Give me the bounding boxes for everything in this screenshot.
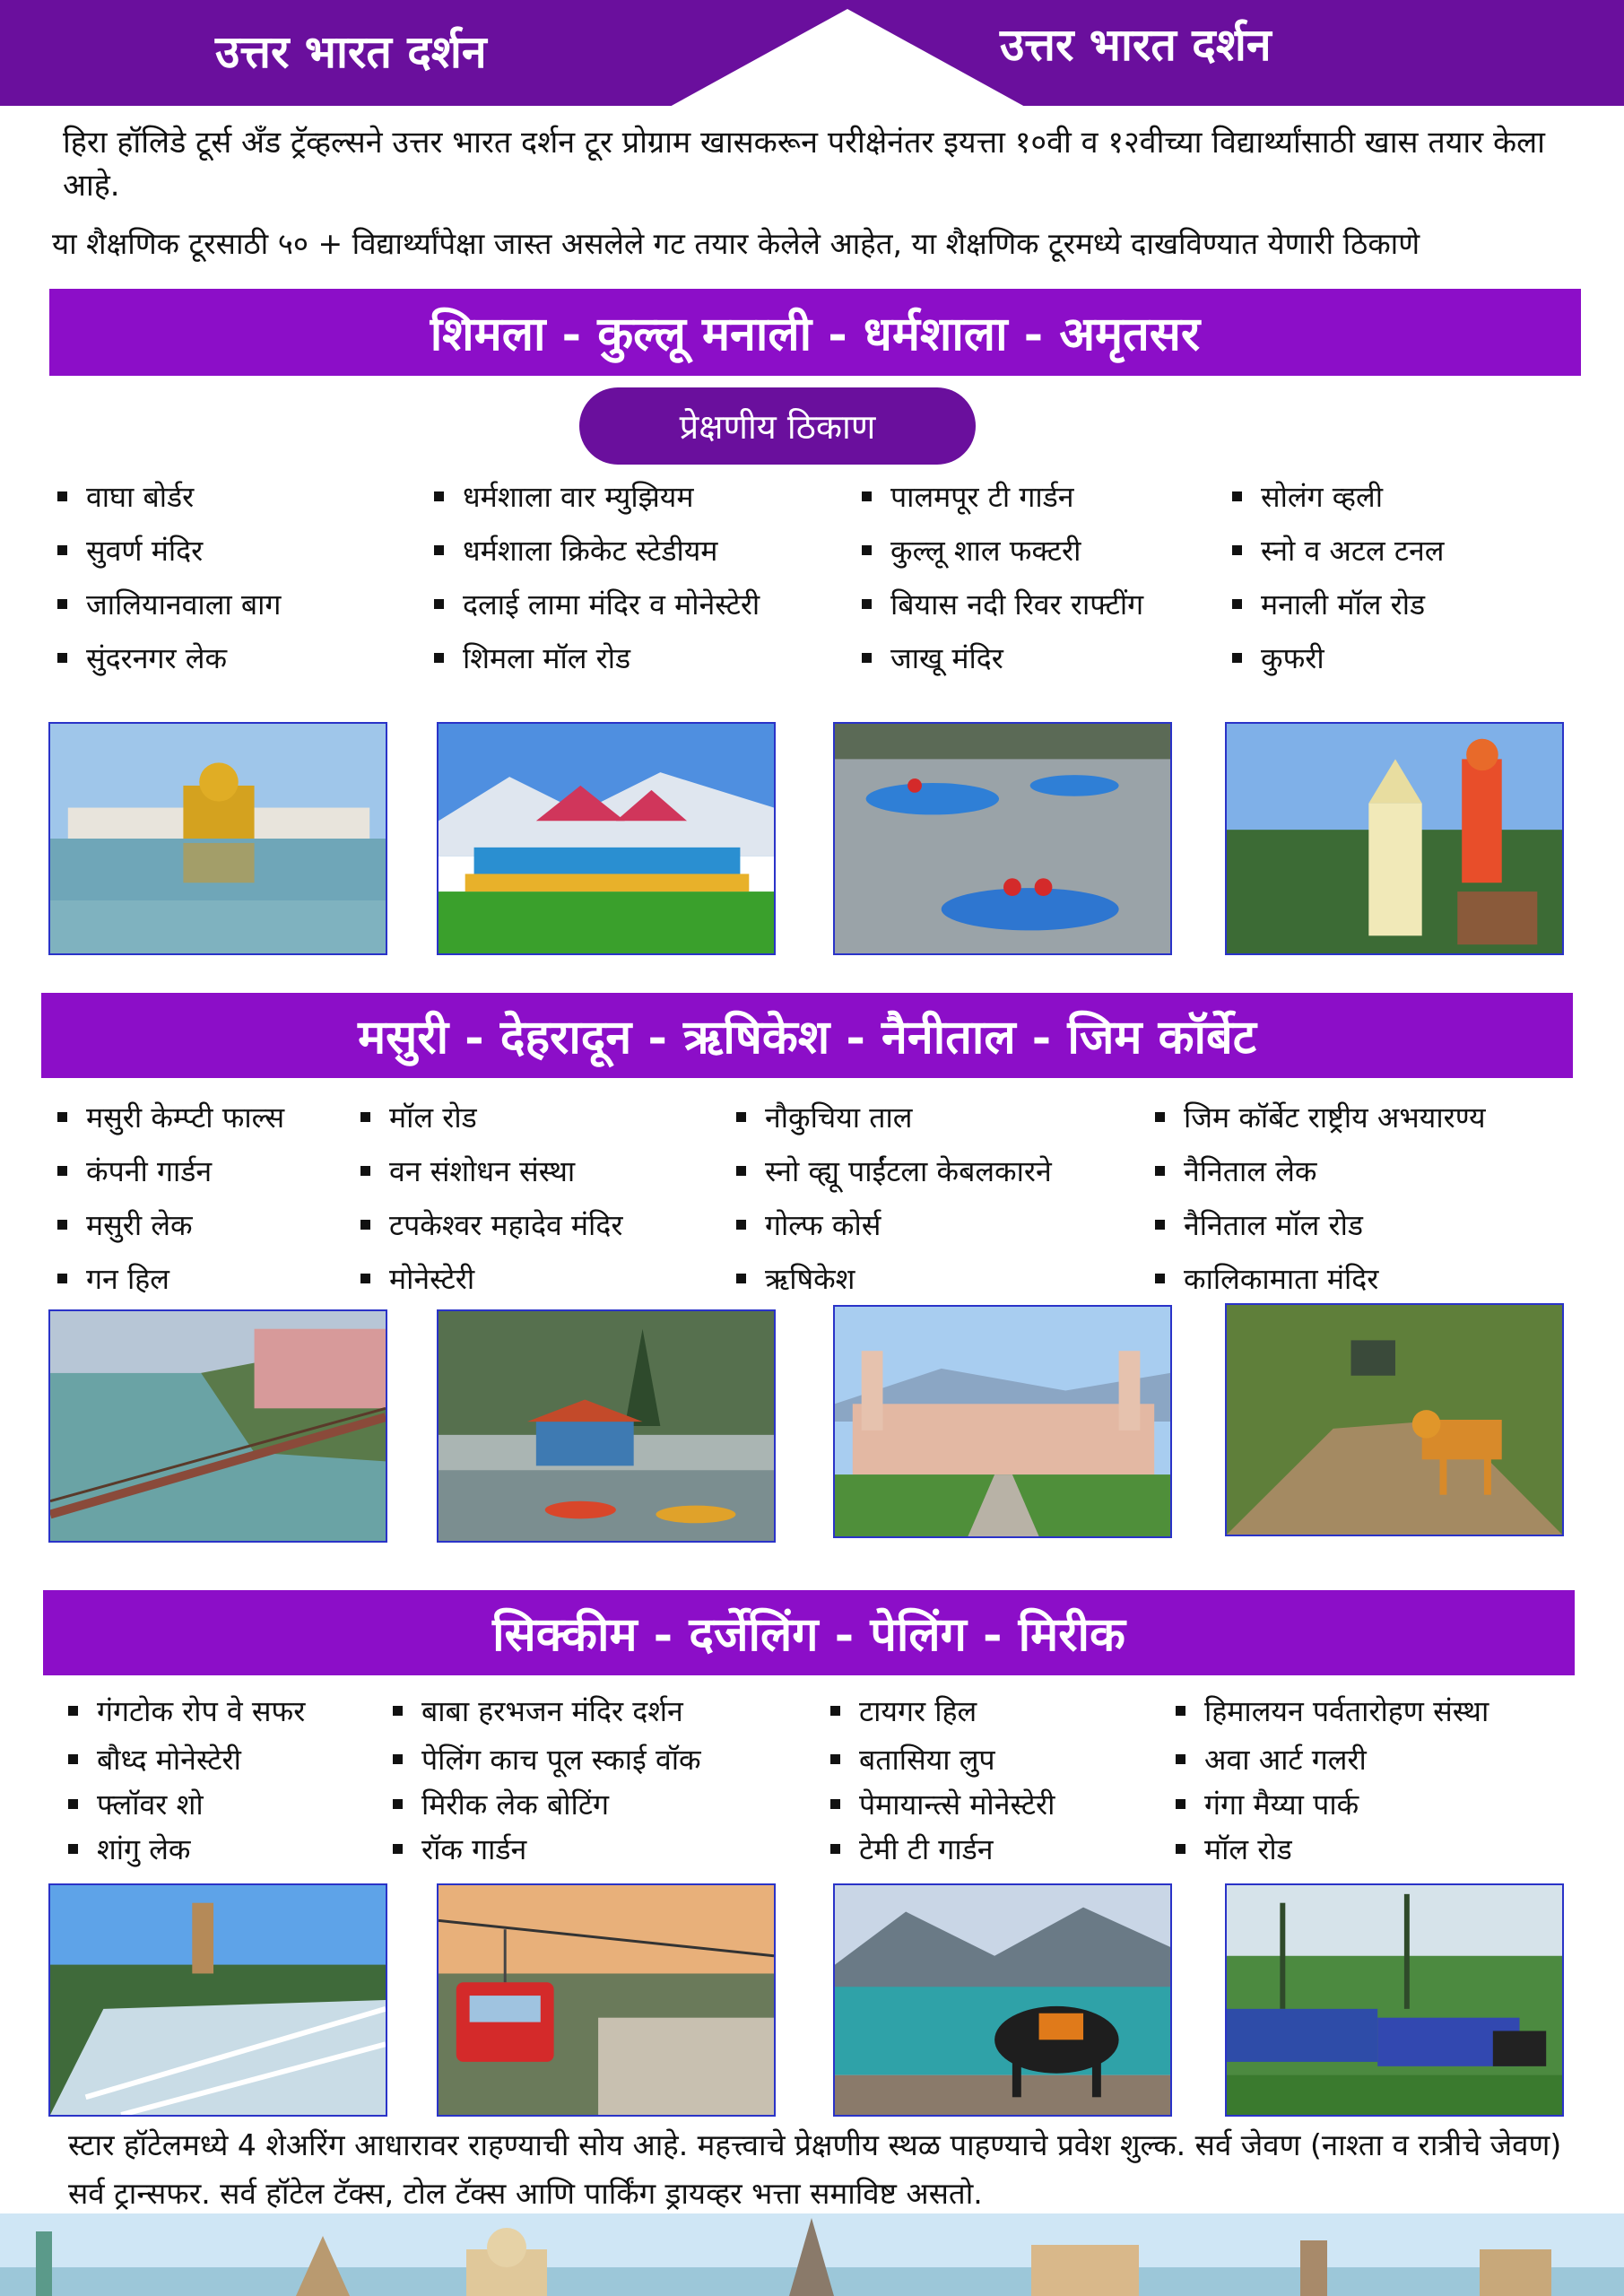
section1-col-2 [429,480,760,698]
section2-col-3 [731,1100,1052,1318]
shimla-church-photo [1225,722,1564,955]
list-item: टेमी टी गार्डन [825,1835,1055,1880]
corbett-tiger-photo [1225,1303,1564,1536]
list-item: जाखू मंदिर [856,644,1143,698]
landmarks-skyline-illustration [0,2213,1624,2296]
list-item: कंपनी गार्डन [52,1157,284,1211]
list-item: वाघा बोर्डर [52,483,281,536]
section2-banner: मसुरी - देहरादून - ऋषिकेश - नैनीताल - जिम कॉर्बेट [41,993,1573,1078]
header-bar [0,0,1624,106]
list-item: मिरीक लेक बोटिंग [387,1790,701,1835]
list-item: मसुरी लेक [52,1211,284,1265]
list-item: नैनिताल मॉल रोड [1150,1211,1486,1265]
golden-temple-photo [48,722,387,955]
section3-banner: सिक्कीम - दर्जेलिंग - पेलिंग - मिरीक [43,1590,1575,1675]
section2-col-4 [1150,1100,1486,1318]
intro-line-2: या शैक्षणिक टूरसाठी ५० + विद्यार्थ्यांपेक्षा जास्त असलेले गट तयार केलेले आहेत, या शैक्षणिक टूरमध्ये दाखविण्यात येणारी ठिकाणे [52,226,1420,261]
list-item: सोलंग व्हली [1227,483,1444,536]
list-item: वन संशोधन संस्था [355,1157,622,1211]
tsomgo-lake-yak-photo [833,1883,1172,2117]
list-item: बियास नदी रिवर राफ्टींग [856,590,1143,644]
header-title-right: उत्तर भारत दर्शन [1000,18,1272,71]
list-item: गोल्फ कोर्स [731,1211,1052,1265]
section2-col-2 [355,1100,623,1318]
list-item: फ्लॉवर शो [63,1790,305,1835]
list-item: मनाली मॉल रोड [1227,590,1444,644]
list-item: सुवर्ण मंदिर [52,536,281,590]
list-item: मॉल रोड [1170,1835,1489,1880]
footer-line-2: सर्व ट्रान्सफर. सर्व हॉटेल टॅक्स, टोल टॅक्स आणि पार्किंग ड्रायव्हर भत्ता समाविष्ट असतो. [68,2176,983,2211]
list-item: मसुरी केम्प्टी फाल्स [52,1103,284,1157]
list-item: कुल्लू शाल फक्टरी [856,536,1143,590]
list-item: स्नो व अटल टनल [1227,536,1444,590]
list-item: टायगर हिल [825,1697,1055,1745]
section1-banner: शिमला - कुल्लू मनाली - धर्मशाला - अमृतसर [49,289,1581,376]
pelling-skywalk-photo [48,1883,387,2117]
list-item: कालिकामाता मंदिर [1150,1265,1486,1318]
list-item: मॉल रोड [355,1103,622,1157]
list-item: धर्मशाला वार म्युझियम [429,483,760,536]
list-item: कुफरी [1227,644,1444,698]
list-item: नैनिताल लेक [1150,1157,1486,1211]
list-item: पेलिंग काच पूल स्काई वॉक [387,1745,701,1790]
list-item: सुंदरनगर लेक [52,644,281,698]
list-item: शांगु लेक [63,1835,305,1880]
cricket-stadium-photo [437,722,776,955]
darjeeling-toy-train-photo [1225,1883,1564,2117]
list-item: जालियानवाला बाग [52,590,281,644]
list-item: बाबा हरभजन मंदिर दर्शन [387,1697,701,1745]
list-item: पेमायान्त्से मोनेस्टेरी [825,1790,1055,1835]
nainital-lake-photo [437,1309,776,1543]
list-item: स्नो व्ह्यू पाईंटला केबलकारने [731,1157,1052,1211]
header-title-left: उत्तर भारत दर्शन [215,25,487,78]
list-item: गंगा मैय्या पार्क [1170,1790,1489,1835]
list-item: नौकुचिया ताल [731,1103,1052,1157]
list-item: गंगटोक रोप वे सफर [63,1697,305,1745]
intro-paragraph: हिरा हॉलिडे टूर्स अँड ट्रॅव्हल्सने उत्तर भारत दर्शन टूर प्रोग्राम खासकरून परीक्षेनंतर इयत्ता १०वी व १२वीच्या विद्यार्थ्यांसाठी खास तयार केला आहे. [63,125,1545,204]
list-item: गन हिल [52,1265,284,1318]
list-item: बौध्द मोनेस्टेरी [63,1745,305,1790]
rishikesh-bridge-photo [48,1309,387,1543]
section2-col-1 [52,1100,285,1318]
river-rafting-photo [833,722,1172,955]
header-notch [668,9,1027,108]
section1-col-4 [1227,480,1445,698]
footer-line-1: स्टार हॉटेलमध्ये 4 शेअरिंग आधारावर राहण्याची सोय आहे. महत्त्वाचे प्रेक्षणीय स्थळ पाहण्याचे प्रवेश शुल्क. सर्व जेवण (नाश्ता व रात्रीचे जेवण) [68,2127,1562,2162]
list-item: बतासिया लुप [825,1745,1055,1790]
section3-col-2 [387,1694,701,1880]
list-item: अवा आर्ट गलरी [1170,1745,1489,1790]
sightseeing-pill: प्रेक्षणीय ठिकाण [579,387,976,465]
list-item: रॉक गार्डन [387,1835,701,1880]
section1-col-3 [856,480,1144,698]
forest-research-institute-photo [833,1305,1172,1538]
list-item: दलाई लामा मंदिर व मोनेस्टेरी [429,590,760,644]
list-item: धर्मशाला क्रिकेट स्टेडीयम [429,536,760,590]
list-item: टपकेश्वर महादेव मंदिर [355,1211,622,1265]
list-item: पालमपूर टी गार्डन [856,483,1143,536]
list-item: मोनेस्टेरी [355,1265,622,1318]
section3-col-4 [1170,1694,1489,1880]
list-item: ऋषिकेश [731,1265,1052,1318]
section1-col-1 [52,480,282,698]
list-item: जिम कॉर्बेट राष्ट्रीय अभयारण्य [1150,1103,1486,1157]
section3-col-1 [63,1694,306,1880]
gangtok-ropeway-photo [437,1883,776,2117]
section3-col-3 [825,1694,1055,1880]
list-item: शिमला मॉल रोड [429,644,760,698]
list-item: हिमालयन पर्वतारोहण संस्था [1170,1697,1489,1745]
